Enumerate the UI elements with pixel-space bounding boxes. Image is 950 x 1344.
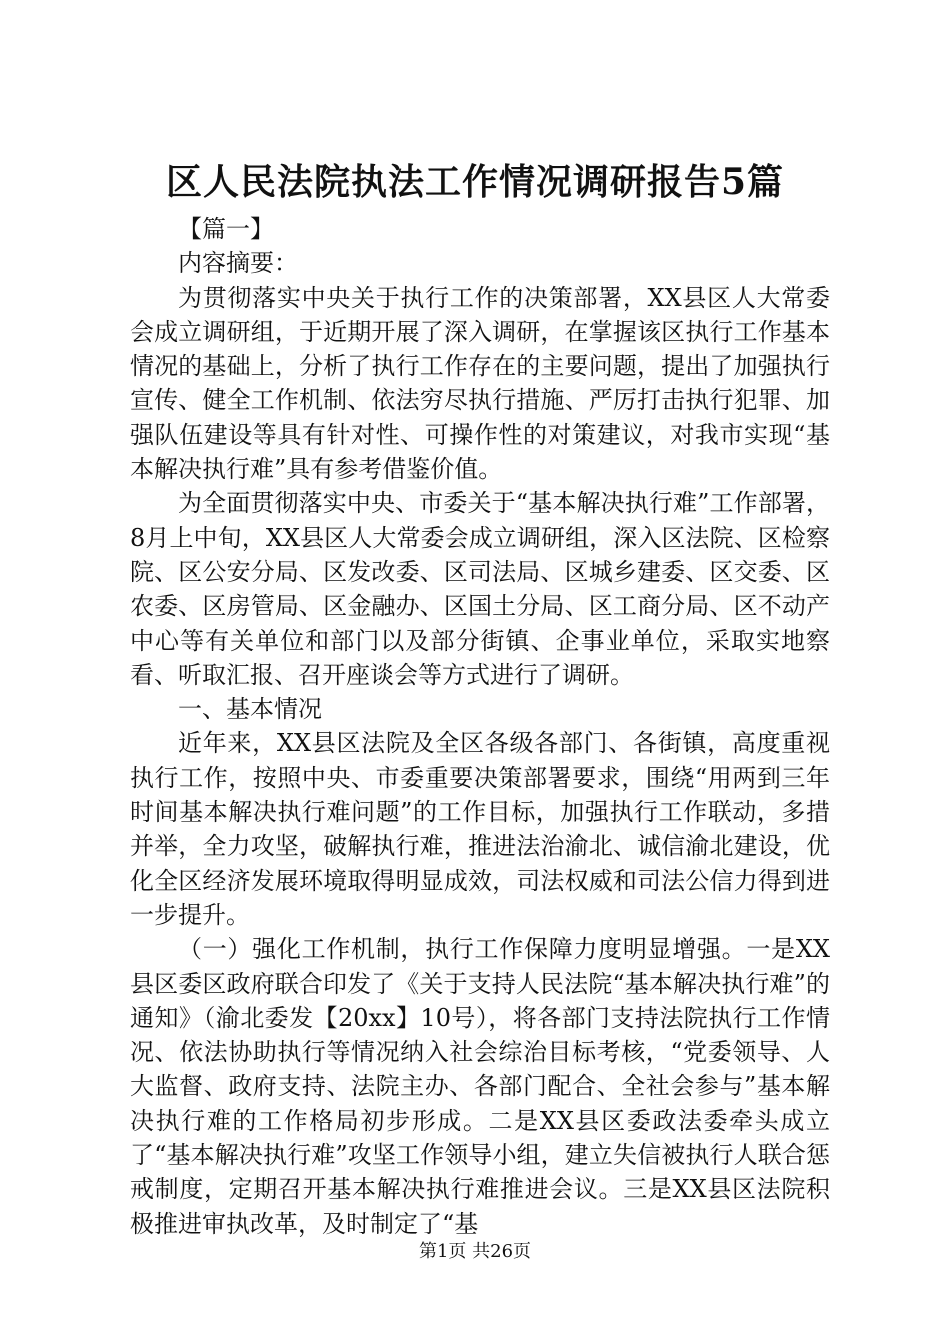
document-title: 区人民法院执法工作情况调研报告5篇 [165,161,785,203]
abstract-label: 内容摘要： [178,249,298,278]
paragraph-abstract: 为贯彻落实中央关于执行工作的决策部署，XX县区人大常委会成立调研组，于近期开展了深入调研，在掌握该区执行工作基本情况的基础上，分析了执行工作存在的主要问题，提出了加强执行宣传、健全工作机制、依法穷尽执行措施、严厉打击执行犯罪、加强队伍建设等具有针对性、可操作性的对策建议，对我市实现“基本解决执行难”具有参考借鉴价值。 [130,283,830,484]
paragraph-intro: 为全面贯彻落实中央、市委关于“基本解决执行难”工作部署，8月上中旬，XX县区人大常委会成立调研组，深入区法院、区检察院、区公安分局、区发改委、区司法局、区城乡建委、区交委、区农委、区房管局、区金融办、区国土分局、区工商分局、区不动产中心等有关单位和部门以及部分街镇、企事业单位，采取实地察看、听取汇报、召开座谈会等方式进行了调研。 [130,489,830,689]
document-body [130,212,830,1241]
paragraph-basic-situation: 近年来，XX县区法院及全区各级各部门、各街镇，高度重视执行工作，按照中央、市委重要决策部署要求，围绕“用两到三年时间基本解决执行难问题”的工作目标，加强执行工作联动，多措并举，全力攻坚，破解执行难，推进法治渝北、诚信渝北建设，优化全区经济发展环境取得明显成效，司法权威和司法公信力得到进一步提升。 [130,729,830,929]
section-heading-basic: 一、基本情况 [178,695,322,724]
page-footer: 第1页 共26页 [418,1241,532,1262]
paragraph-mechanism: （一）强化工作机制，执行工作保障力度明显增强。一是XX县区委区政府联合印发了《关于支持人民法院“基本解决执行难”的通知》（渝北委发【20xx】10号），将各部门支持法院执行工作情况、依法协助执行等情况纳入社会综治目标考核，“党委领导、人大监督、政府支持、法院主办、各部门配合、全社会参与”基本解决执行难的工作格局初步形成。二是XX县区委政法委牵头成立了“基本解决执行难”攻坚工作领导小组，建立失信被执行人联合惩戒制度，定期召开基本解决执行难推进会议。三是XX县区法院积极推进审执改革，及时制定了“基 [130,935,830,1238]
section-label: 【篇一】 [178,215,274,243]
